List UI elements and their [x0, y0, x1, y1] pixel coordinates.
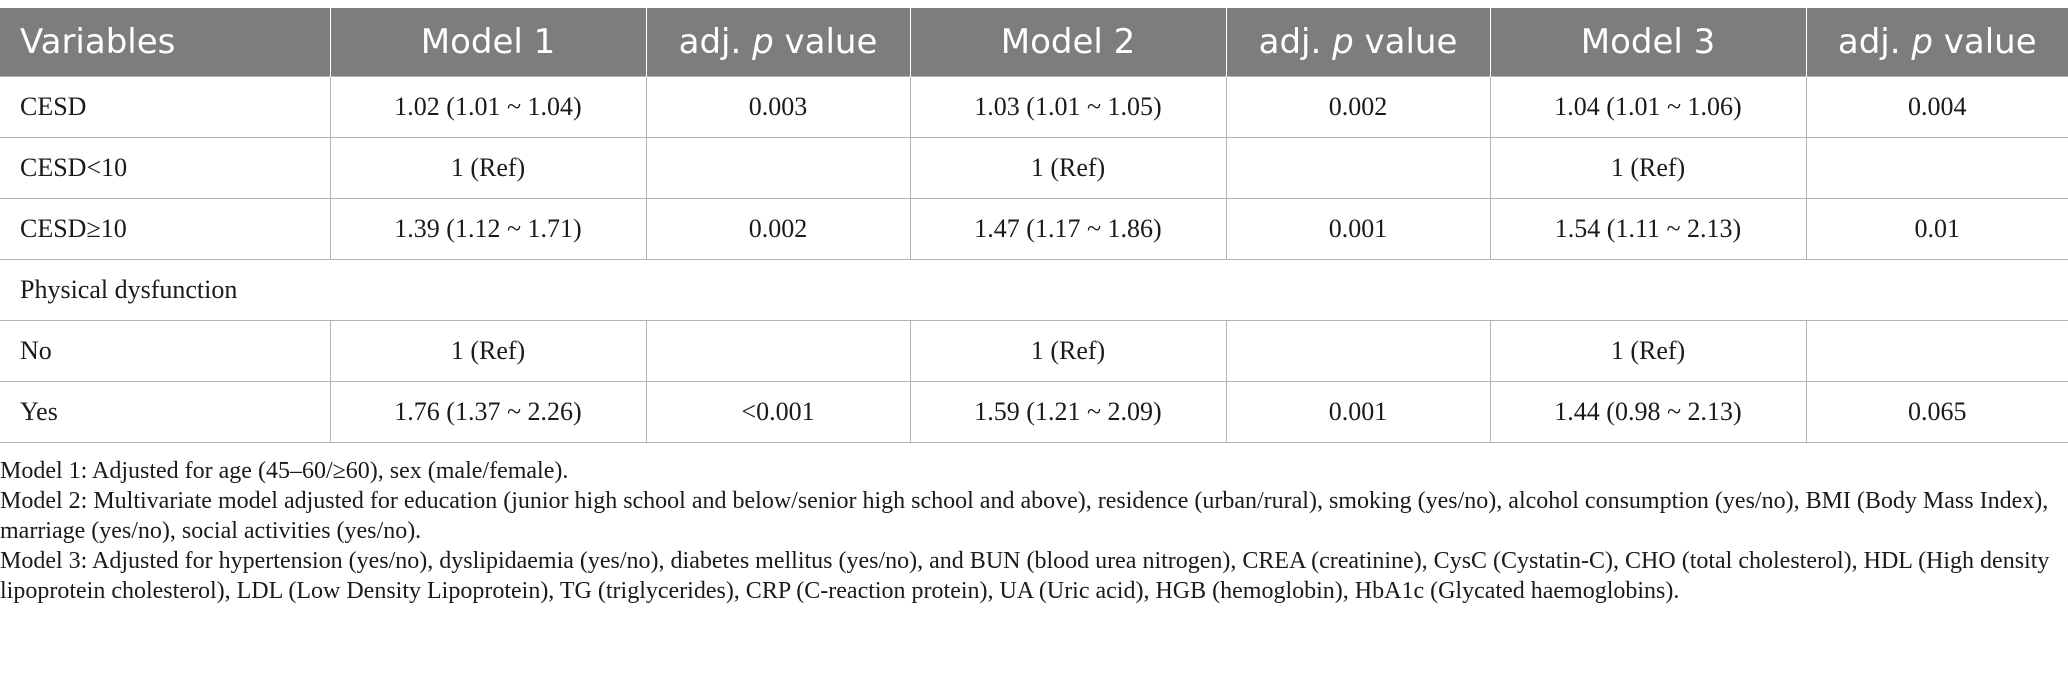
cell-p-3: 0.004	[1806, 77, 2068, 138]
cell-model-2: 1.47 (1.17 ~ 1.86)	[910, 199, 1226, 260]
header-adj-p-value-2	[1226, 8, 1490, 77]
table-row	[0, 321, 2068, 382]
table-header	[0, 8, 2068, 77]
cell-p-1: 0.003	[646, 77, 910, 138]
cell-variable: CESD	[0, 77, 330, 138]
cell-model-2: 1.59 (1.21 ~ 2.09)	[910, 382, 1226, 443]
adj-suffix: value	[1364, 22, 1458, 62]
header-adj-p-value-3	[1806, 8, 2068, 77]
cell-model-3: 1 (Ref)	[1490, 138, 1806, 199]
cell-model-2: 1.03 (1.01 ~ 1.05)	[910, 77, 1226, 138]
cell-variable: CESD≥10	[0, 199, 330, 260]
cell-p-1	[646, 138, 910, 199]
cell-model-2: 1 (Ref)	[910, 321, 1226, 382]
cell-p-3: 0.01	[1806, 199, 2068, 260]
cell-model-1: 1.02 (1.01 ~ 1.04)	[330, 77, 646, 138]
cell-p-3	[1806, 138, 2068, 199]
note-model-2: Model 2: Multivariate model adjusted for education (junior high school and below/senior high school and above), residence (urban/rural), smoking (yes/no), alcohol consumption (yes/no), BMI (Body Mass Index), marriage (yes/no), social activities (yes/no).	[0, 488, 2049, 544]
cell-p-2: 0.001	[1226, 382, 1490, 443]
cell-p-2	[1226, 321, 1490, 382]
adj-prefix: adj.	[1258, 22, 1322, 62]
p-italic: p	[1332, 22, 1354, 62]
cell-model-3: 1.44 (0.98 ~ 2.13)	[1490, 382, 1806, 443]
adj-suffix: value	[784, 22, 878, 62]
note-model-1: Model 1: Adjusted for age (45–60/≥60), sex (male/female).	[0, 458, 569, 484]
header-model-3: Model 3	[1490, 8, 1806, 77]
adj-prefix: adj.	[678, 22, 742, 62]
cell-variable: Yes	[0, 382, 330, 443]
header-adj-p-value-1	[646, 8, 910, 77]
table-row	[0, 199, 2068, 260]
cell-p-1: <0.001	[646, 382, 910, 443]
cell-model-3: 1.54 (1.11 ~ 2.13)	[1490, 199, 1806, 260]
cell-p-1	[646, 321, 910, 382]
adj-suffix: value	[1943, 22, 2037, 62]
cell-p-2	[1226, 138, 1490, 199]
cell-model-3: 1.04 (1.01 ~ 1.06)	[1490, 77, 1806, 138]
cell-model-1: 1 (Ref)	[330, 321, 646, 382]
cell-p-2: 0.001	[1226, 199, 1490, 260]
header-variables: Variables	[0, 8, 330, 77]
cell-p-2: 0.002	[1226, 77, 1490, 138]
table-section-row	[0, 260, 2068, 321]
cell-p-3	[1806, 321, 2068, 382]
table-body	[0, 77, 2068, 443]
cell-variable: No	[0, 321, 330, 382]
header-row	[0, 8, 2068, 77]
table-row	[0, 138, 2068, 199]
table-row	[0, 382, 2068, 443]
header-model-1: Model 1	[330, 8, 646, 77]
p-italic: p	[1911, 22, 1933, 62]
header-model-2: Model 2	[910, 8, 1226, 77]
cell-model-1: 1 (Ref)	[330, 138, 646, 199]
adj-prefix: adj.	[1837, 22, 1901, 62]
cell-p-3: 0.065	[1806, 382, 2068, 443]
table-row	[0, 77, 2068, 138]
cell-model-1: 1.76 (1.37 ~ 2.26)	[330, 382, 646, 443]
cell-model-1: 1.39 (1.12 ~ 1.71)	[330, 199, 646, 260]
section-label: Physical dysfunction	[0, 260, 2068, 321]
table-footnotes	[0, 456, 2064, 606]
cell-model-2: 1 (Ref)	[910, 138, 1226, 199]
note-model-3: Model 3: Adjusted for hypertension (yes/no), dyslipidaemia (yes/no), diabetes mellitus (yes/no), and BUN (blood urea nitrogen), CREA (creatinine), CysC (Cystatin-C), CHO (total cholesterol), HDL (High density lipoprotein cholesterol), LDL (Low Density Lipoprotein), TG (triglycerides), CRP (C-reaction protein), UA (Uric acid), HGB (hemoglobin), HbA1c (Glycated haemoglobins).	[0, 548, 2050, 604]
cell-model-3: 1 (Ref)	[1490, 321, 1806, 382]
results-table	[0, 8, 2068, 443]
p-italic: p	[752, 22, 774, 62]
cell-p-1: 0.002	[646, 199, 910, 260]
cell-variable: CESD<10	[0, 138, 330, 199]
